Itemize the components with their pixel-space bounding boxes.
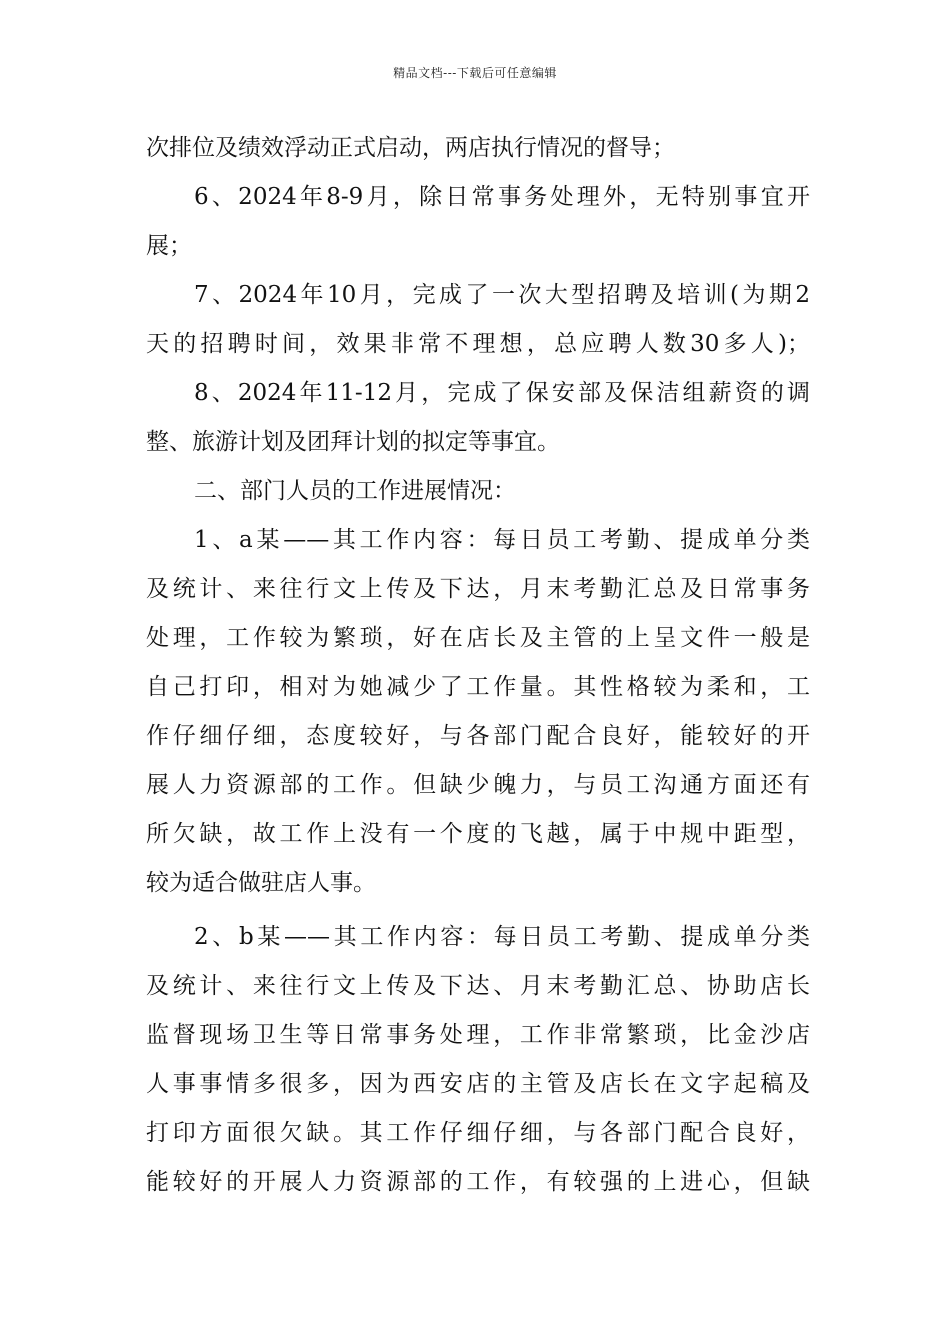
- text-line: 作仔细仔细，态度较好，与各部门配合良好，能较好的开: [146, 723, 810, 749]
- text-line: 8、2024年11-12月，完成了保安部及保洁组薪资的调: [194, 380, 810, 406]
- text-line: 天的招聘时间，效果非常不理想，总应聘人数30多人)；: [146, 331, 810, 357]
- text-line: 自己打印，相对为她减少了工作量。其性格较为柔和，工: [146, 674, 810, 700]
- text-line: 2、b某——其工作内容：每日员工考勤、提成单分类: [194, 924, 810, 950]
- text-line: 7、2024年10月，完成了一次大型招聘及培训(为期2: [194, 282, 810, 308]
- section-heading: 二、部门人员的工作进展情况：: [194, 478, 516, 504]
- text-line: 及统计、来往行文上传及下达，月末考勤汇总及日常事务: [146, 576, 810, 602]
- text-line: 1、a某——其工作内容：每日员工考勤、提成单分类: [194, 527, 810, 553]
- page-header: 精品文档---下载后可任意编辑: [393, 66, 557, 80]
- text-line: 次排位及绩效浮动正式启动，两店执行情况的督导；: [146, 135, 675, 161]
- text-line: 6、2024年8-9月，除日常事务处理外，无特别事宜开: [194, 184, 810, 210]
- text-line: 整、旅游计划及团拜计划的拟定等事宜。: [146, 429, 560, 455]
- text-line: 能较好的开展人力资源部的工作，有较强的上进心，但缺: [146, 1169, 810, 1195]
- text-line: 人事事情多很多，因为西安店的主管及店长在文字起稿及: [146, 1071, 810, 1097]
- text-line: 及统计、来往行文上传及下达、月末考勤汇总、协助店长: [146, 973, 810, 999]
- text-line: 处理，工作较为繁琐，好在店长及主管的上呈文件一般是: [146, 625, 810, 651]
- text-line: 展人力资源部的工作。但缺少魄力，与员工沟通方面还有: [146, 772, 810, 798]
- text-line: 较为适合做驻店人事。: [146, 870, 376, 896]
- document-body: [146, 124, 810, 1207]
- text-line: 打印方面很欠缺。其工作仔细仔细，与各部门配合良好，: [146, 1120, 810, 1146]
- text-line: 展；: [146, 233, 192, 259]
- text-line: 监督现场卫生等日常事务处理，工作非常繁琐，比金沙店: [146, 1022, 810, 1048]
- text-line: 所欠缺，故工作上没有一个度的飞越，属于中规中距型，: [146, 821, 810, 847]
